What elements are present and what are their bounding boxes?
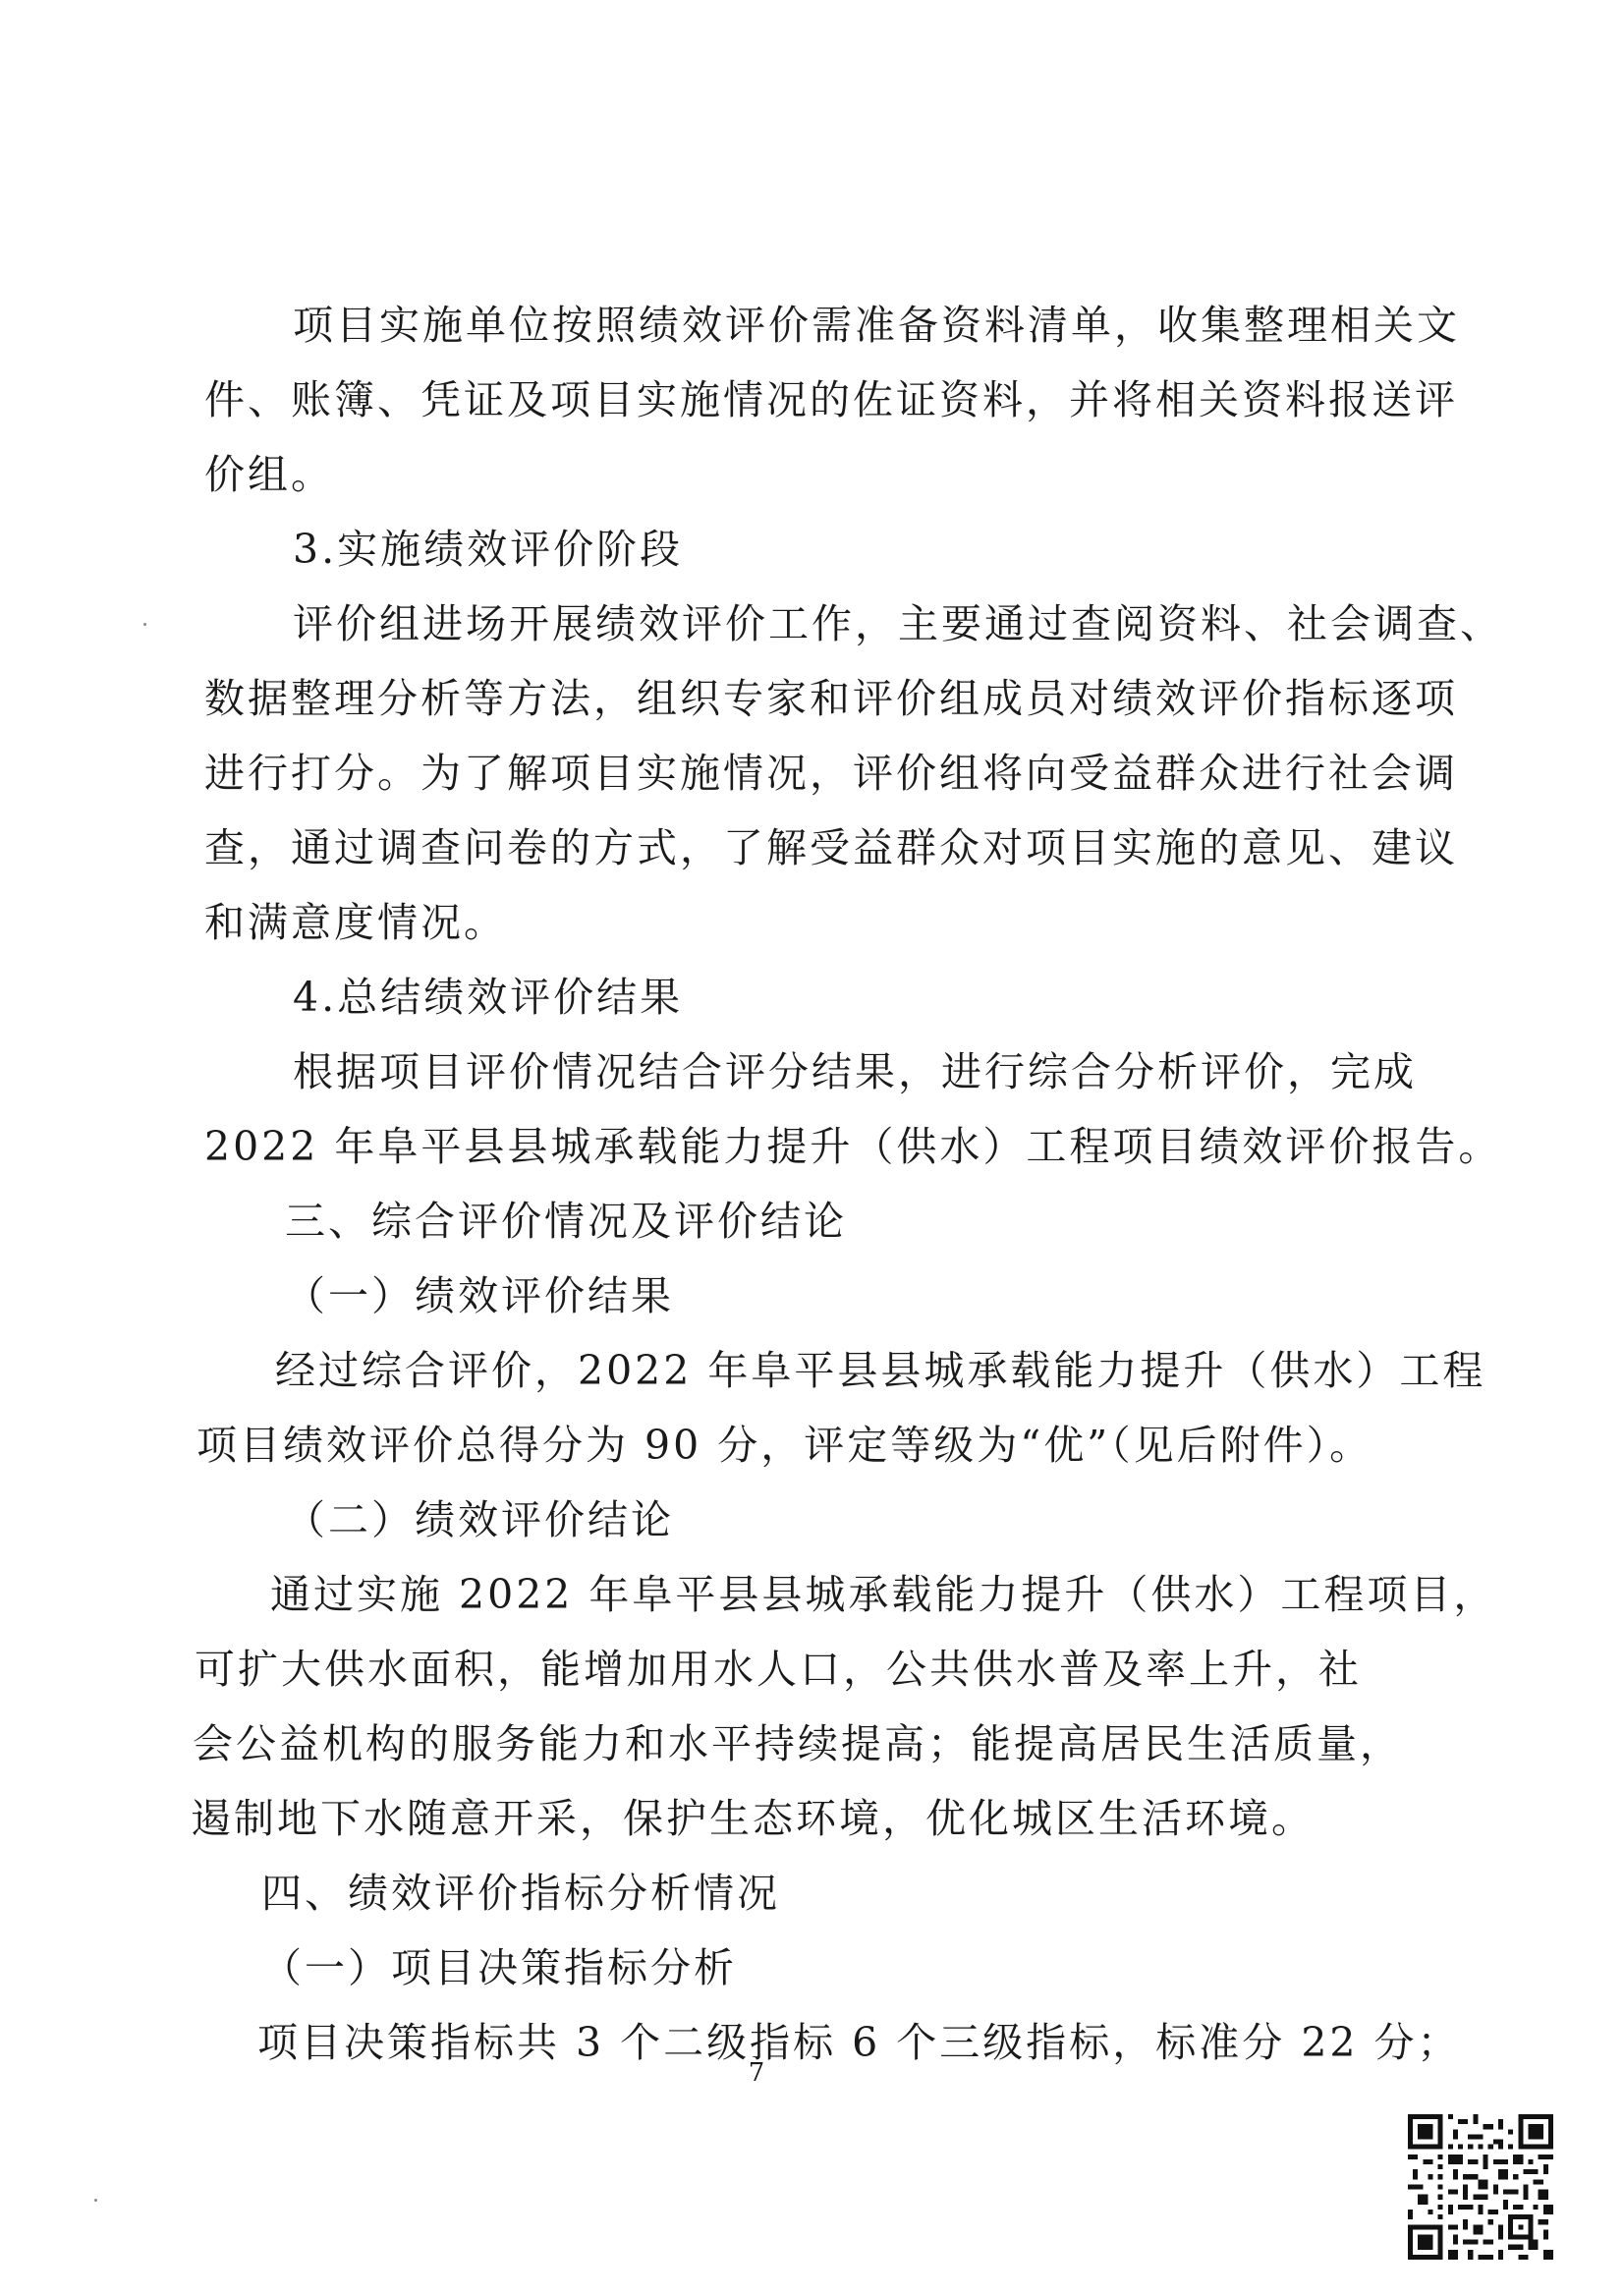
section-heading: 4.总结绩效评价结果 bbox=[293, 974, 684, 1021]
paragraph-line: 项目绩效评价总得分为 90 分，评定等级为“优”（见后附件）。 bbox=[196, 1422, 1373, 1469]
section-heading: 3.实施绩效评价阶段 bbox=[293, 526, 684, 573]
paragraph-line: 价组。 bbox=[204, 451, 334, 498]
paragraph-line: 评价组进场开展绩效评价工作，主要通过查阅资料、社会调查、 bbox=[293, 600, 1503, 647]
paragraph-line: 2022 年阜平县县城承载能力提升（供水）工程项目绩效评价报告。 bbox=[204, 1123, 1502, 1170]
paragraph-line: 经过综合评价，2022 年阜平县县城承载能力提升（供水）工程 bbox=[275, 1347, 1486, 1394]
paragraph-line: 查，通过调查问卷的方式，了解受益群众对项目实施的意见、建议 bbox=[204, 824, 1458, 871]
scan-speck bbox=[143, 623, 146, 626]
paragraph-line: 通过实施 2022 年阜平县县城承载能力提升（供水）工程项目， bbox=[270, 1571, 1497, 1618]
paragraph-line: 根据项目评价情况结合评分结果，进行综合分析评价，完成 bbox=[293, 1048, 1417, 1095]
paragraph-line: 件、账簿、凭证及项目实施情况的佐证资料，并将相关资料报送评 bbox=[204, 376, 1458, 423]
page-number: 7 bbox=[748, 2058, 765, 2088]
paragraph-line: 数据整理分析等方法，组织专家和评价组成员对绩效评价指标逐项 bbox=[204, 675, 1458, 722]
paragraph-line: 项目实施单位按照绩效评价需准备资料清单，收集整理相关文 bbox=[293, 302, 1460, 349]
scan-speck bbox=[94, 2199, 97, 2202]
paragraph-line: 遏制地下水随意开采，保护生态环境，优化城区生活环境。 bbox=[191, 1795, 1315, 1842]
section-heading: 四、绩效评价指标分析情况 bbox=[261, 1870, 780, 1917]
section-heading: 三、综合评价情况及评价结论 bbox=[285, 1198, 847, 1245]
paragraph-line: 项目决策指标共 3 个二级指标 6 个三级指标，标准分 22 分； bbox=[257, 2019, 1461, 2066]
qr-code-icon bbox=[1408, 2114, 1553, 2260]
paragraph-line: 会公益机构的服务能力和水平持续提高；能提高居民生活质量， bbox=[193, 1720, 1403, 1767]
paragraph-line: 可扩大供水面积，能增加用水人口，公共供水普及率上升，社 bbox=[195, 1646, 1362, 1693]
subsection-heading: （一）绩效评价结果 bbox=[285, 1272, 674, 1319]
paragraph-line: 进行打分。为了解项目实施情况，评价组将向受益群众进行社会调 bbox=[204, 750, 1458, 797]
subsection-heading: （二）绩效评价结论 bbox=[285, 1496, 674, 1543]
paragraph-line: 和满意度情况。 bbox=[204, 899, 507, 946]
subsection-heading: （一）项目决策指标分析 bbox=[261, 1944, 737, 1991]
